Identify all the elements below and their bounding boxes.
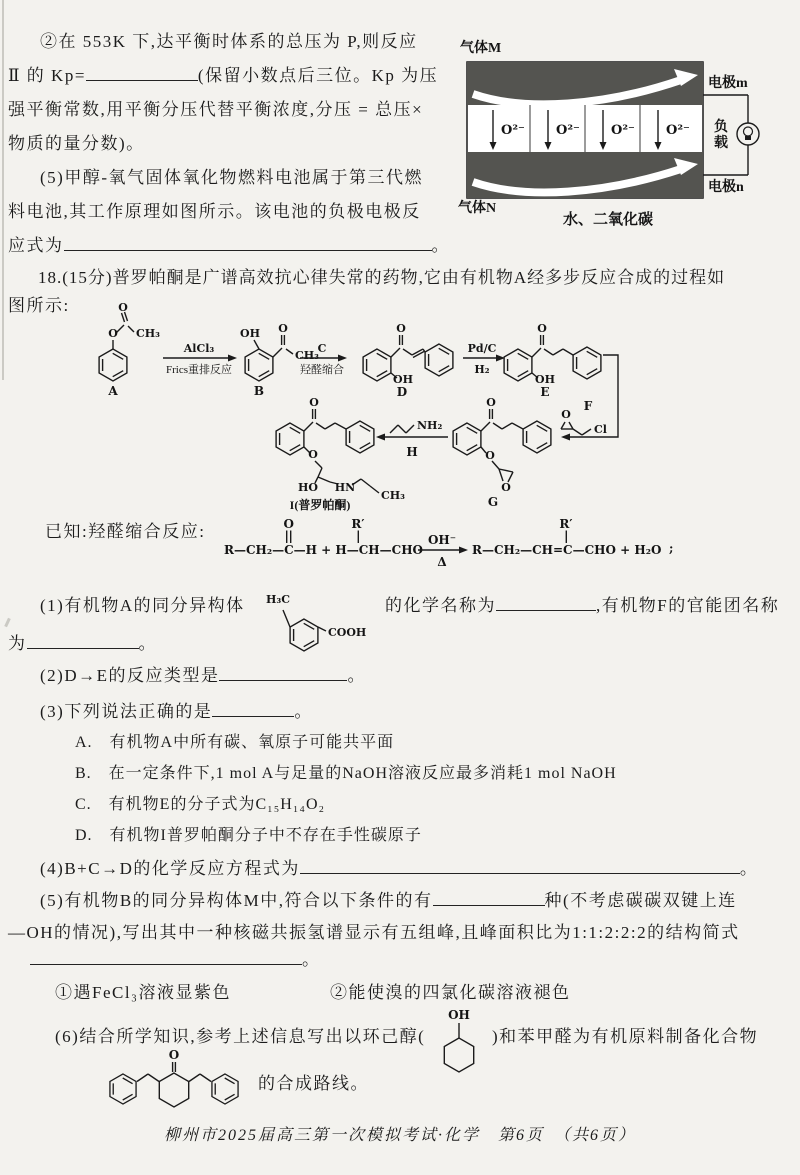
q6-part-a: (6)结合所学知识,参考上述信息写出以环己醇( <box>55 1027 426 1046</box>
atom-oh: OH <box>535 373 555 386</box>
m-toluic-acid-structure <box>262 583 377 665</box>
q6-part-c: 的合成路线。 <box>258 1074 369 1093</box>
answer-blank <box>219 666 347 681</box>
q5-line2: —OH的情况),写出其中一种核磁共振氢谱显示有五组峰,且峰面积比为1:1:2:2:2的结构简式 <box>8 923 740 942</box>
q1-part-b <box>385 594 779 618</box>
q5-line3 <box>30 948 321 972</box>
reagent-label: Pd/C <box>467 342 497 355</box>
structure-i <box>276 396 405 512</box>
arrow-a-to-b <box>163 342 237 376</box>
q17-5-line2: 料电池,其工作原理如图所示。该电池的负极电极反 <box>8 202 421 221</box>
electrode-n-label: 电极n <box>708 180 744 195</box>
page-footer: 柳州市2025届高三第一次模拟考试·化学 第6页 （共6页） <box>163 1127 636 1144</box>
fuel-cell-diagram <box>455 30 800 235</box>
gas-n-label: 气体N <box>458 201 497 216</box>
q17-5-line3 <box>8 234 450 258</box>
atom-cooh: COOH <box>328 626 367 639</box>
label-i: I(普罗帕酮) <box>289 498 351 512</box>
q1-text: 为 <box>8 634 27 653</box>
q5-text: 。 <box>302 950 321 969</box>
label-b: B <box>253 384 265 398</box>
atom-o: O <box>501 481 511 494</box>
q3-text: (3)下列说法正确的是 <box>40 702 213 721</box>
arrow-d-to-e <box>463 342 505 376</box>
q17-line2-pre: Ⅱ 的 Kp= <box>8 66 86 85</box>
atom-h3c: H₃C <box>266 593 290 606</box>
q3-option-b: B. 在一定条件下,1 mol A与足量的NaOH溶液反应最多消耗1 mol NaOH <box>75 765 617 782</box>
q5-text: (5)有机物B的同分异构体M中,符合以下条件的有 <box>40 891 433 910</box>
oxide-ion-label: O²⁻ <box>501 123 525 138</box>
products-label: 水、二氧化碳 <box>563 212 654 228</box>
reagent-label: C <box>317 342 327 355</box>
electrode-m-label: 电极m <box>708 76 748 91</box>
answer-blank <box>86 66 198 81</box>
structure-d <box>363 322 453 399</box>
step-label: H <box>406 445 418 459</box>
reagent-label: H₂ <box>474 363 490 376</box>
substituent-r-prime: R′ <box>351 517 365 531</box>
condition-top: OH⁻ <box>427 533 457 547</box>
q17-5-line1: (5)甲醇-氧气固体氧化物燃料电池属于第三代燃 <box>40 168 423 187</box>
arrow-e-to-g <box>561 355 618 441</box>
q17-line1: ②在 553K 下,达平衡时体系的总压为 P,则反应 <box>40 32 418 51</box>
synthesis-scheme <box>55 303 800 515</box>
structure-b <box>240 322 319 398</box>
scan-mark-artifact <box>4 618 11 627</box>
answer-blank <box>496 596 596 611</box>
gas-m-label: 气体M <box>460 41 502 56</box>
q17-line4: 物质的量分数)。 <box>8 134 145 153</box>
q5-condition-2: ②能使溴的四氯化碳溶液褪色 <box>330 983 571 1002</box>
atom-o: O <box>118 301 128 314</box>
q4-text: 。 <box>739 859 759 878</box>
q17-line2 <box>8 64 438 88</box>
atom-o: O <box>168 1048 180 1062</box>
reaction-label: 羟醛缩合 <box>300 364 344 376</box>
answer-blank <box>30 950 302 965</box>
atom-ch3: CH₃ <box>381 489 405 502</box>
answer-blank <box>433 891 545 906</box>
structure-g <box>453 396 551 509</box>
q17-5-line3-post: 。 <box>431 236 450 255</box>
oxide-ion-label: O²⁻ <box>556 123 580 138</box>
known-intro: 已知:羟醛缩合反应: <box>45 522 206 541</box>
q4-text: (4)B+C→D的化学反应方程式为 <box>40 859 300 878</box>
equation-right: R—CH₂—CH=C—CHO + H₂O <box>472 543 662 557</box>
atom-o: O <box>396 322 406 335</box>
oxide-ion-label: O²⁻ <box>666 123 690 138</box>
atom-hn: HN <box>334 481 356 494</box>
oxide-ion-label: O²⁻ <box>611 123 635 138</box>
atom-oh: OH <box>393 373 413 386</box>
atom-ho: HO <box>298 481 318 494</box>
q3-option-d: D. 有机物I普罗帕酮分子中不存在手性碳原子 <box>75 827 422 844</box>
label-a: A <box>108 384 118 398</box>
q3-option-c: C. 有机物E的分子式为C₁₅H₁₄O₂ <box>75 796 326 813</box>
aldol-equation <box>222 516 677 576</box>
atom-o: O <box>537 322 547 335</box>
q2-text: (2)D→E的反应类型是 <box>40 666 220 685</box>
atom-oh: OH <box>240 327 260 340</box>
q1-line2 <box>8 632 157 656</box>
q1-part-a: (1)有机物A的同分异构体 <box>40 596 245 615</box>
atom-ch3: CH₃ <box>136 327 160 340</box>
load-label-2: 载 <box>714 136 728 151</box>
amine-label: NH₂ <box>417 419 443 432</box>
q1-text: 的化学名称为 <box>385 596 496 615</box>
atom-cl: Cl <box>594 423 607 436</box>
label-g: G <box>487 495 499 509</box>
equation-end: ; <box>669 541 674 555</box>
atom-oh: OH <box>448 1008 470 1022</box>
q18-stem-line1: 18.(15分)普罗帕酮是广谱高效抗心律失常的药物,它由有机物A经多步反应合成的过程如 <box>38 268 726 287</box>
atom-ch3: CH₃ <box>295 349 319 362</box>
atom-o: O <box>486 396 496 409</box>
atom-o: O <box>485 449 495 462</box>
q1-text: 。 <box>138 634 157 653</box>
reaction-label: Frics重排反应 <box>166 364 232 376</box>
cyclohexanol-structure <box>426 1004 492 1096</box>
scan-edge-artifact <box>2 0 4 380</box>
load-bulb-icon <box>737 123 759 145</box>
q2-text: 。 <box>347 666 366 685</box>
structure-e <box>504 322 601 399</box>
q5-line1 <box>40 889 737 913</box>
reagent-label: AlCl₃ <box>183 342 215 355</box>
q4-line <box>40 857 758 881</box>
answer-blank <box>300 859 740 874</box>
structure-a <box>99 301 160 398</box>
load-label-1: 负 <box>714 120 728 135</box>
atom-o: O <box>278 322 288 335</box>
atom-o: O <box>283 517 294 531</box>
condition-bottom: Δ <box>437 555 447 569</box>
q17-line3: 强平衡常数,用平衡分压代替平衡浓度,分压 = 总压× <box>8 100 424 119</box>
atom-o: O <box>309 396 319 409</box>
answer-blank <box>212 702 294 717</box>
q17-5-line3-pre: 应式为 <box>8 236 64 255</box>
atom-o: O <box>561 408 571 421</box>
label-e: E <box>540 385 550 399</box>
q3-line <box>40 700 313 724</box>
atom-o: O <box>308 448 318 461</box>
q17-line2-post: (保留小数点后三位。Kp 为压 <box>197 66 439 85</box>
answer-blank <box>64 236 432 251</box>
q3-option-a: A. 有机物A中所有碳、氧原子可能共平面 <box>75 734 395 751</box>
q6-part-b: )和苯甲醛为有机原料制备化合物 <box>492 1027 759 1046</box>
q2-line <box>40 664 366 688</box>
equation-left: R—CH₂—C—H + H—CH—CHO <box>224 543 423 557</box>
substituent-r-prime: R′ <box>559 517 573 531</box>
atom-o: O <box>108 327 118 340</box>
q5-text: 种(不考虑碳碳双键上连 <box>544 891 737 910</box>
arrow-g-to-i <box>376 419 448 459</box>
q5-condition-1: ①遇FeCl₃溶液显紫色 <box>55 983 231 1002</box>
answer-blank <box>27 634 139 649</box>
q3-text: 。 <box>294 702 313 721</box>
label-f: F <box>583 399 593 413</box>
q1-text: ,有机物F的官能团名称 <box>596 596 780 615</box>
q18-stem-line2: 图所示: <box>8 296 70 315</box>
structure-f <box>561 422 591 435</box>
label-d: D <box>396 385 408 399</box>
